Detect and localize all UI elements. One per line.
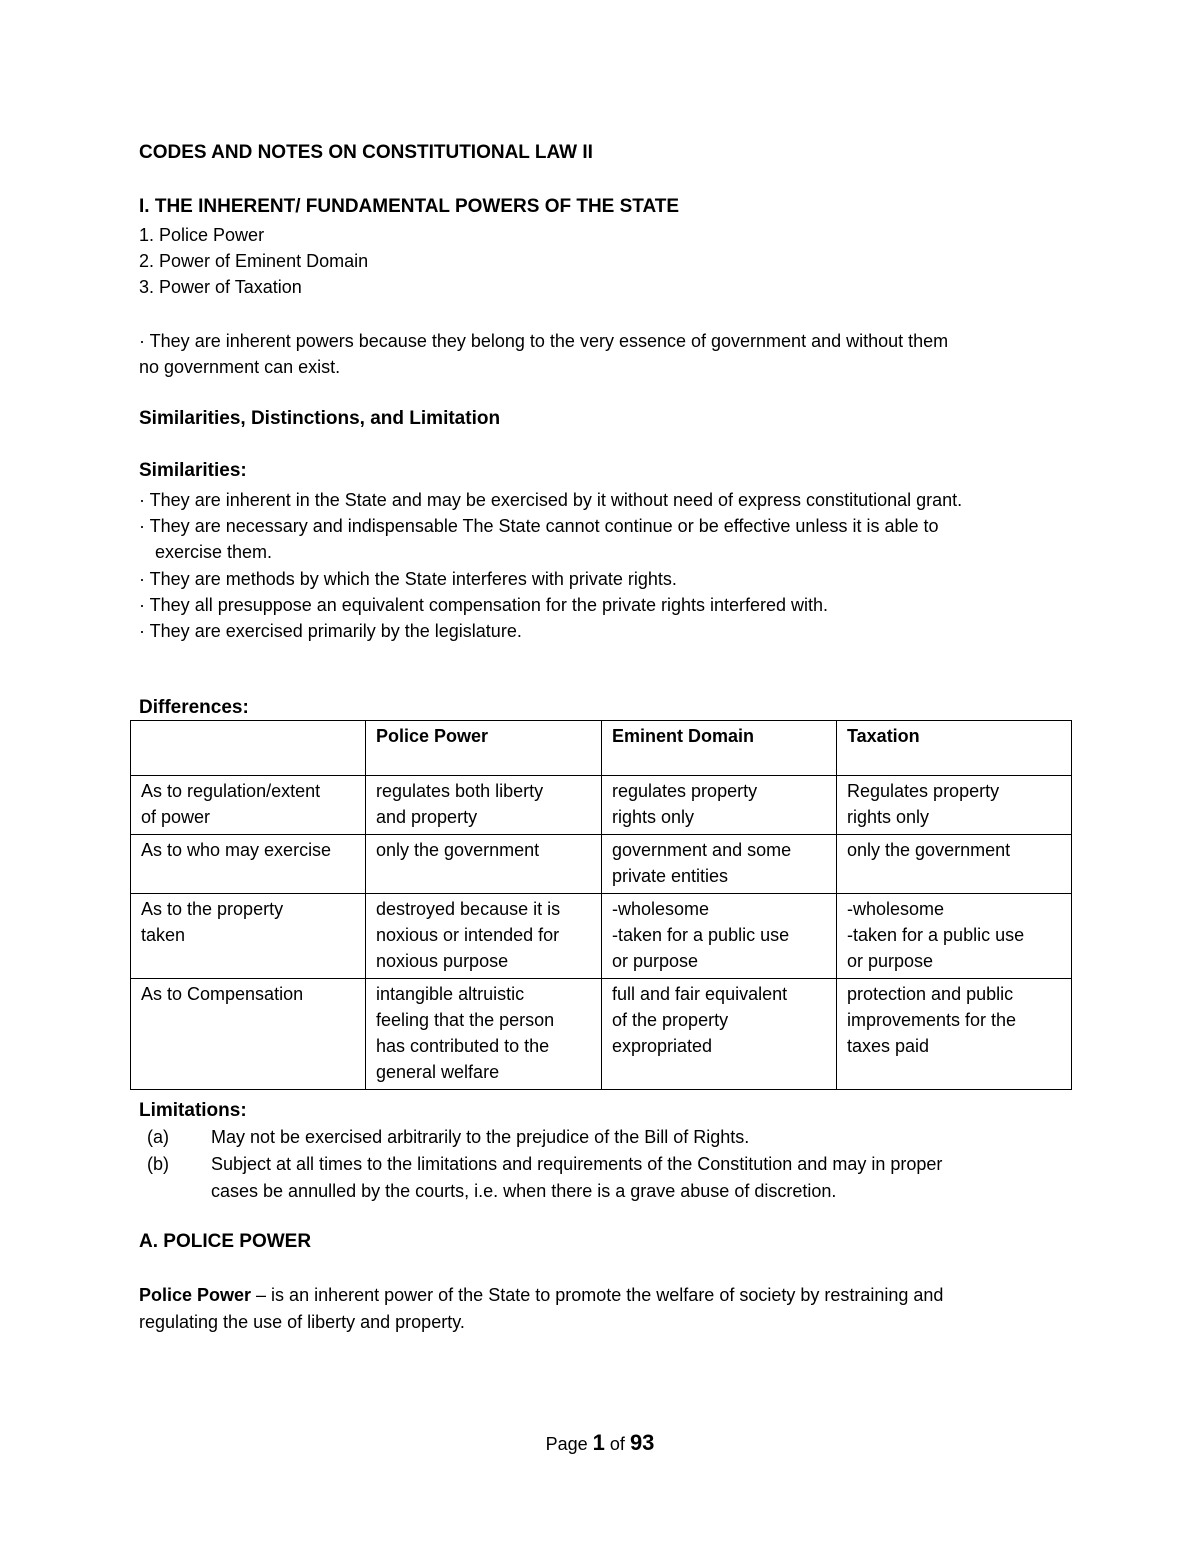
differences-table xyxy=(130,720,1072,1090)
table-row xyxy=(131,979,1072,1090)
limitation-letter: (a) xyxy=(147,1127,169,1147)
similarity-line: · They are inherent in the State and may be exercised by it without need of express constitutional grant. xyxy=(139,490,963,510)
table-header-row xyxy=(131,721,1072,776)
table-cell-taxation: -wholesome -taken for a public use or purpose xyxy=(837,894,1072,979)
limitation-text: cases be annulled by the courts, i.e. when there is a grave abuse of discretion. xyxy=(211,1181,837,1201)
page-label: Page xyxy=(545,1434,588,1454)
similarity-line: · They all presuppose an equivalent compensation for the private rights interfered with. xyxy=(139,595,829,615)
total-page-count: 93 xyxy=(629,1430,655,1455)
table-cell-eminent: full and fair equivalent of the property expropriated xyxy=(602,979,837,1090)
page-of-label: of xyxy=(609,1434,625,1454)
limitations-heading: Limitations: xyxy=(139,1100,247,1121)
list-item-taxation: 3. Power of Taxation xyxy=(139,277,302,297)
table-cell-label: As to who may exercise xyxy=(131,835,366,894)
sdl-heading: Similarities, Distinctions, and Limitation xyxy=(139,408,501,429)
similarities-heading: Similarities: xyxy=(139,460,247,481)
table-cell-label: As to Compensation xyxy=(131,979,366,1090)
table-header-cell: Police Power xyxy=(366,721,602,776)
similarity-line: · They are exercised primarily by the legislature. xyxy=(139,621,522,641)
table-cell-eminent: government and some private entities xyxy=(602,835,837,894)
table-cell-police: regulates both liberty and property xyxy=(366,776,602,835)
table-cell-eminent: regulates property rights only xyxy=(602,776,837,835)
police-power-definition-line-2: regulating the use of liberty and property. xyxy=(139,1312,465,1332)
similarity-line: · They are methods by which the State interferes with private rights. xyxy=(139,569,677,589)
table-header-cell: Taxation xyxy=(837,721,1072,776)
table-cell-eminent: -wholesome -taken for a public use or purpose xyxy=(602,894,837,979)
table-cell-taxation: only the government xyxy=(837,835,1072,894)
table-row xyxy=(131,776,1072,835)
differences-heading: Differences: xyxy=(139,697,249,718)
table-cell-police: destroyed because it is noxious or intended for noxious purpose xyxy=(366,894,602,979)
section-heading-inherent-powers: I. THE INHERENT/ FUNDAMENTAL POWERS OF THE STATE xyxy=(139,196,680,217)
list-item-police-power: 1. Police Power xyxy=(139,225,265,245)
table-row xyxy=(131,835,1072,894)
inherent-note-line-2: no government can exist. xyxy=(139,357,341,377)
list-item-eminent-domain: 2. Power of Eminent Domain xyxy=(139,251,369,271)
table-header-cell xyxy=(131,721,366,776)
table-cell-label: As to the property taken xyxy=(131,894,366,979)
similarity-line: exercise them. xyxy=(155,542,273,562)
police-power-definition-line-1 xyxy=(139,1282,943,1308)
table-header-cell: Eminent Domain xyxy=(602,721,837,776)
limitation-text: May not be exercised arbitrarily to the prejudice of the Bill of Rights. xyxy=(211,1127,750,1147)
police-power-term: Police Power xyxy=(139,1285,252,1305)
police-power-heading: A. POLICE POWER xyxy=(139,1231,312,1252)
similarity-line: · They are necessary and indispensable The State cannot continue or be effective unless it is able to xyxy=(139,516,939,536)
document-title: CODES AND NOTES ON CONSTITUTIONAL LAW II xyxy=(139,142,593,163)
table-row xyxy=(131,894,1072,979)
table-cell-taxation: protection and public improvements for the taxes paid xyxy=(837,979,1072,1090)
limitation-text: Subject at all times to the limitations and requirements of the Constitution and may in proper xyxy=(211,1154,943,1174)
table-cell-label: As to regulation/extent of power xyxy=(131,776,366,835)
table-cell-police: intangible altruistic feeling that the person has contributed to the general welfare xyxy=(366,979,602,1090)
table-cell-police: only the government xyxy=(366,835,602,894)
table-cell-taxation: Regulates property rights only xyxy=(837,776,1072,835)
page-footer xyxy=(0,1430,1200,1456)
inherent-note-line-1: · They are inherent powers because they belong to the very essence of government and without them xyxy=(139,331,949,351)
current-page-number: 1 xyxy=(592,1430,605,1455)
limitation-letter: (b) xyxy=(147,1154,169,1174)
police-power-definition-text: – is an inherent power of the State to promote the welfare of society by restraining and xyxy=(251,1285,944,1305)
